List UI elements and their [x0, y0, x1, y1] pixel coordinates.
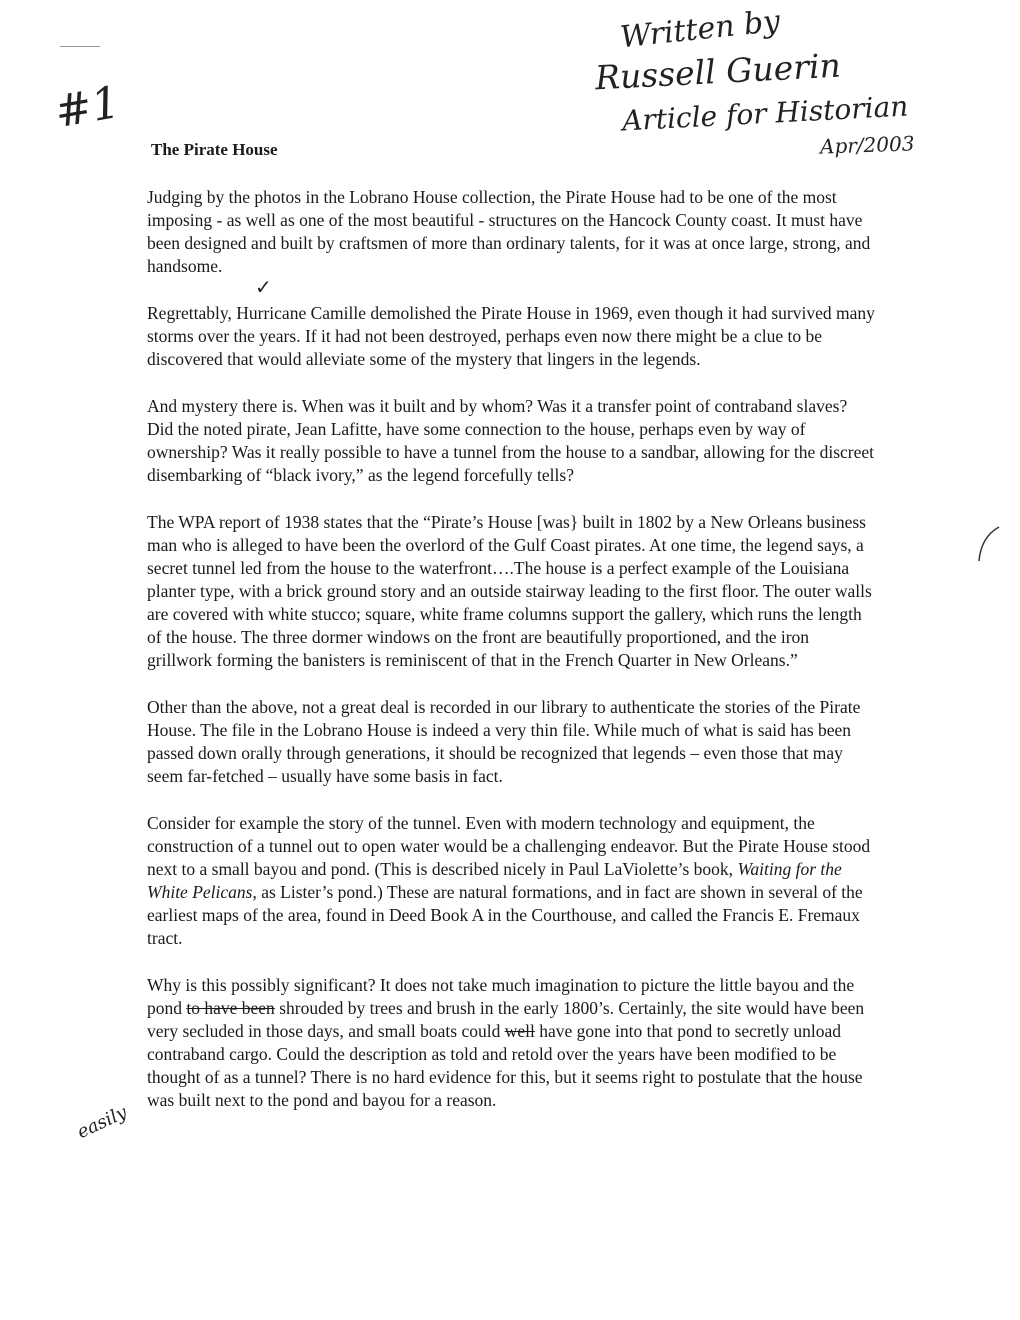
struck-text-well: well [504, 1021, 535, 1041]
handwritten-author-note-line3: Article for Historian [621, 89, 910, 138]
paragraph-5: Other than the above, not a great deal is recorded in our library to authenticate the stories of the Pirate House. The file in the Lobrano House is indeed a very thin file. While much of what is said has been passed down orally through generations, it should be recognized that legends – even those that may seem far-fetched – usually have some basis in fact. [147, 697, 861, 786]
paragraph-7-text-c: have gone into that pond to secretly unload contraband cargo. Could the description as told and retold over the years have been modified to be thought of as a tunnel? There is no hard evidence for this, but it seems right to postulate that the house was built next to the pond and bayou for a reason. [147, 1021, 863, 1110]
document-title: The Pirate House [151, 140, 278, 159]
paragraph-1: Judging by the photos in the Lobrano House collection, the Pirate House had to be one of the most imposing - as well as one of the most beautiful - structures on the Hancock County coast. It must have been designed and built by craftsmen of more than ordinary talents, for it was at once large, strong, and handsome. [147, 187, 871, 276]
paragraph-6 [147, 812, 877, 950]
paragraph-7 [147, 974, 877, 1112]
handwritten-page-mark: #1 [51, 76, 124, 139]
margin-bracket-mark [975, 525, 1005, 565]
handwritten-author-note-line1: Written by [618, 3, 782, 56]
paragraph-7-text-a: Why is this possibly significant? It does not take much imagination to picture the little bayou and the pond [147, 975, 855, 1018]
handwritten-margin-insert: easily [74, 1101, 131, 1144]
document-body [147, 186, 877, 1136]
book-title: Waiting for the White Pelicans [147, 859, 842, 902]
scan-artifact-mark [60, 46, 100, 47]
struck-text-to-have-been: to have been [186, 998, 275, 1018]
handwritten-date: Apr/2003 [819, 131, 915, 159]
paragraph-6-text-b: , as Lister’s pond.) These are natural formations, and in fact are shown in several of the earliest maps of the area, found in Deed Book A in the Courthouse, and called the Francis E. Fremaux tract. [147, 882, 863, 948]
paragraph-2: Regrettably, Hurricane Camille demolished the Pirate House in 1969, even though it had survived many storms over the years. If it had not been destroyed, perhaps even now there might be a clue to be discovered that would alleviate some of the mystery that lingers in the legends. [147, 303, 875, 369]
paragraph-3: And mystery there is. When was it built and by whom? Was it a transfer point of contraband slaves? Did the noted pirate, Jean Lafitte, have some connection to the house, perhaps even by way of ownership? Was it really possible to have a tunnel from the house to a sandbar, allowing for the discreet disembarking of “black ivory,” as the legend forcefully tells? [147, 396, 875, 485]
paragraph-4: The WPA report of 1938 states that the “Pirate’s House [was} built in 1802 by a New Orleans business man who is alleged to have been the overlord of the Gulf Coast pirates. At one time, the legend says, a secret tunnel led from the house to the waterfront….The house is a perfect example of the Louisiana planter type, with a brick ground story and an outside stairway leading to the first floor. The outer walls are covered with white stucco; square, white frame columns support the gallery, which runs the length of the house. The three dormer windows on the front are beautifully proportioned, and the iron grillwork forming the banisters is reminiscent of that in the French Quarter in New Orleans.” [147, 512, 872, 670]
handwritten-check-mark: ✓ [255, 275, 272, 299]
paragraph-6-text-a: Consider for example the story of the tunnel. Even with modern technology and equipment, the construction of a tunnel out to open water would be a challenging endeavor. But the Pirate House stood next to a small bayou and pond. (This is described nicely in Paul LaViolette’s book, [147, 813, 871, 879]
handwritten-author-note-line2: Russell Guerin [594, 45, 842, 98]
paragraph-7-text-b: shrouded by trees and brush in the early 1800’s. Certainly, the site would have been very secluded in those days, and small boats could [147, 998, 865, 1041]
